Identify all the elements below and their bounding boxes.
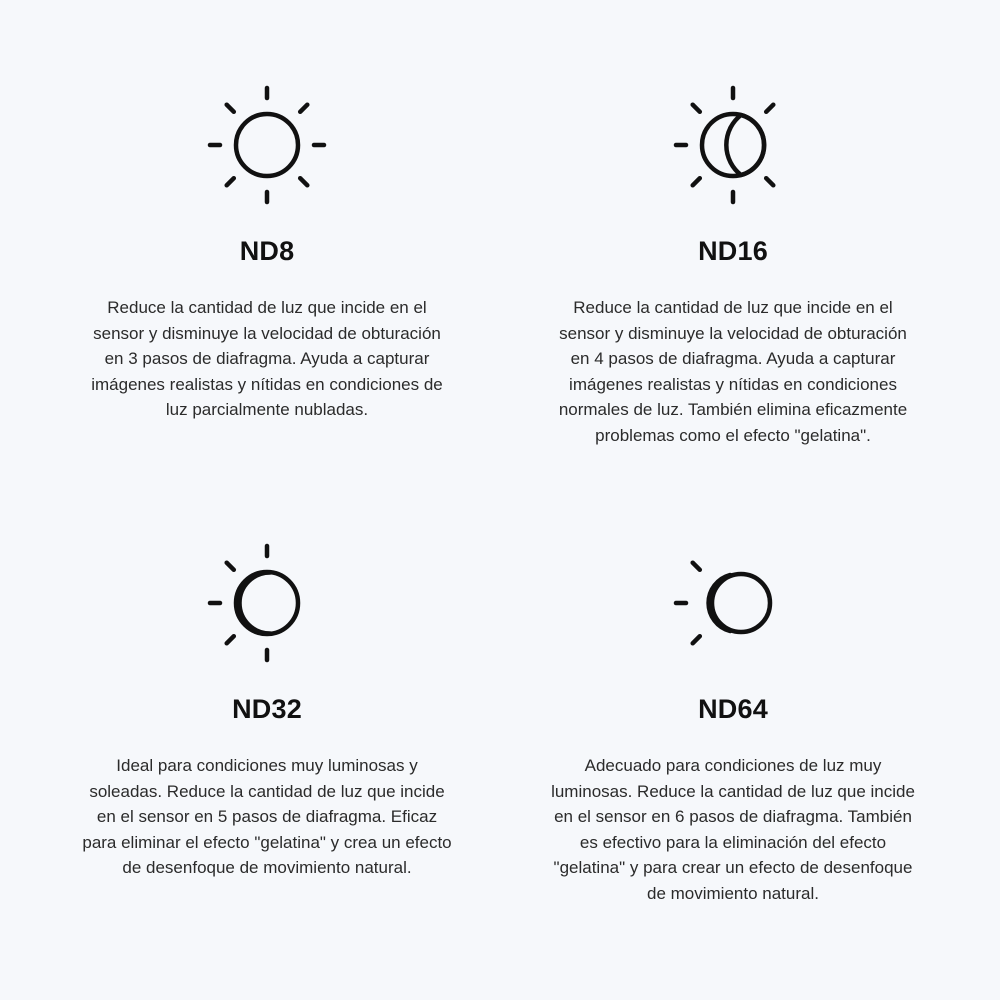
filter-description: Ideal para condiciones muy luminosas y soleadas. Reduce la cantidad de luz que incide en el sensor en 5 pasos de diafragma. Eficaz para eliminar el efecto "gelatina" y crea un efecto de desenfoque de movimiento natural. xyxy=(82,756,452,878)
filter-title: ND8 xyxy=(239,236,295,266)
filter-description: Adecuado para condiciones de luz muy luminosas. Reduce la cantidad de luz que incide en el sensor en 6 pasos de diafragma. También es efectivo para la eliminación del efecto "gelatina" y para crear un efecto de desenfoque de movimiento natural. xyxy=(551,756,915,903)
sun-half-icon xyxy=(202,538,332,668)
filter-card-nd32 xyxy=(77,538,457,881)
filter-title: ND32 xyxy=(232,694,302,724)
filter-card-nd16 xyxy=(543,80,923,449)
filter-description: Reduce la cantidad de luz que incide en el sensor y disminuye la velocidad de obturación en 3 pasos de diafragma. Ayuda a capturar imágenes realistas y nítidas en condiciones de luz parcialmente nubladas. xyxy=(91,298,443,420)
filter-card-nd64 xyxy=(543,538,923,907)
filter-card-nd8 xyxy=(77,80,457,423)
filter-title: ND16 xyxy=(698,236,768,266)
sun-partial-icon xyxy=(668,80,798,210)
filter-description: Reduce la cantidad de luz que incide en el sensor y disminuye la velocidad de obturación en 4 pasos de diafragma. Ayuda a capturar imágenes realistas y nítidas en condiciones normales de luz. También elimina eficazmente problemas como el efecto "gelatina". xyxy=(558,298,908,445)
filter-title: ND64 xyxy=(698,694,768,724)
sun-crescent-icon xyxy=(668,538,798,668)
sun-icon xyxy=(202,80,332,210)
